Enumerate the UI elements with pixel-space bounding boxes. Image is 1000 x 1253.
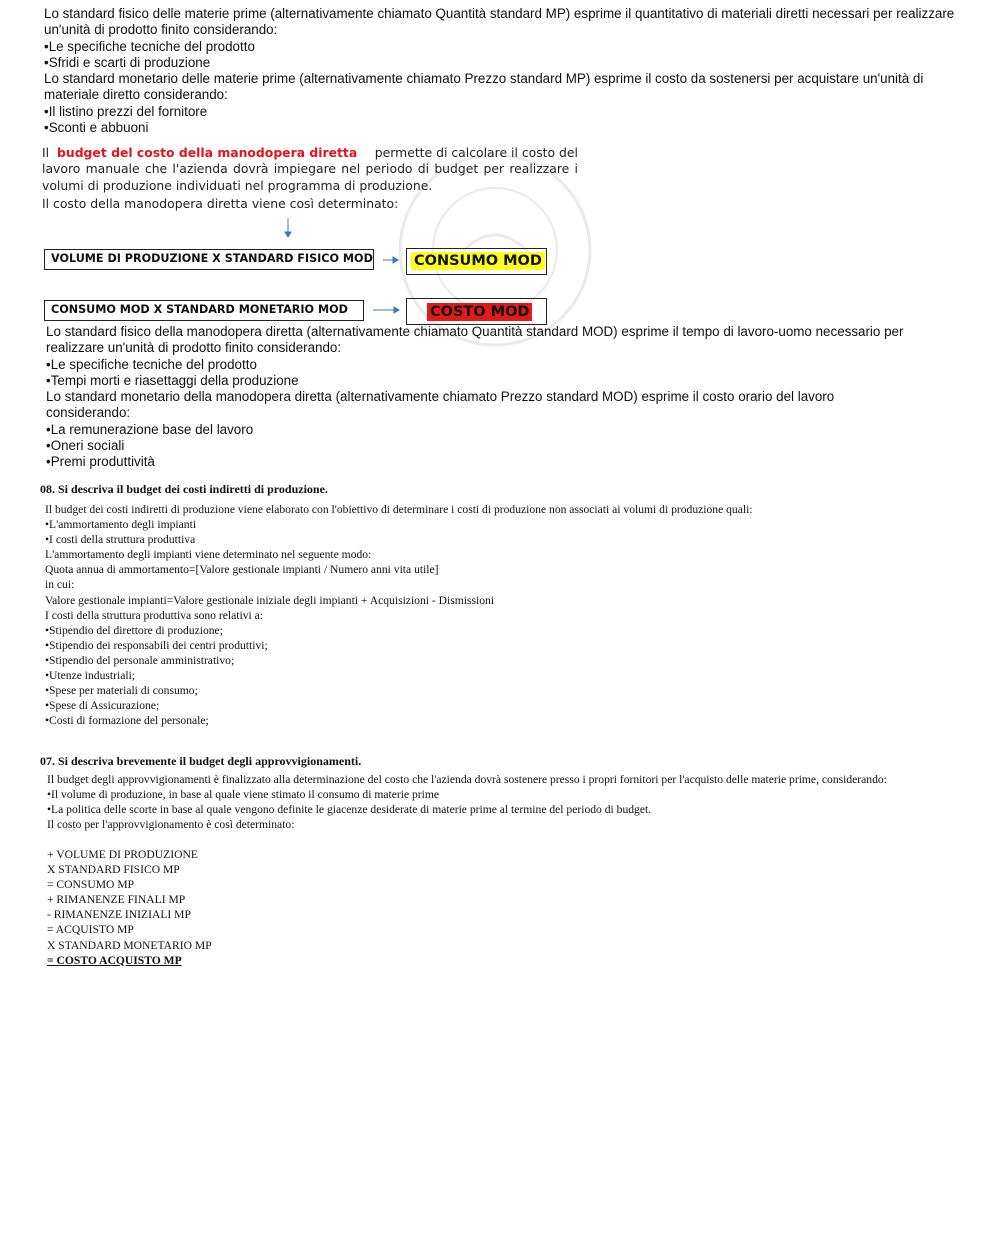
q07-calculation	[47, 847, 212, 968]
text-line: considerando:	[46, 405, 131, 421]
text-line: Lo standard fisico della manodopera diretta (alternativamente chiamato Quantità standard MOD) esprime il tempo di lavoro-uomo necessario per	[46, 324, 904, 339]
bullet-item: •Spese per materiali di consumo;	[45, 684, 198, 698]
calc-line: + RIMANENZE FINALI MP	[47, 893, 186, 907]
text-line: materiale diretto considerando:	[44, 87, 228, 103]
text-prefix: Il	[42, 145, 50, 160]
calc-line: + VOLUME DI PRODUZIONE	[47, 848, 198, 861]
bullet-item: •Tempi morti e riasettaggi della produzione	[46, 372, 299, 388]
text-line: un'unità di prodotto finito considerando:	[44, 22, 278, 38]
calc-line: = ACQUISTO MP	[47, 923, 134, 937]
bullet-item: •Spese di Assicurazione;	[45, 699, 160, 713]
flow-box-volume: VOLUME DI PRODUZIONE X STANDARD FISICO MOD	[44, 249, 374, 270]
text-line: volumi di produzione individuati nel programma di produzione.	[42, 177, 433, 193]
bullet-item: •Costi di formazione del personale;	[45, 714, 209, 728]
text-line: lavoro manuale che l'azienda dovrà impiegare nel periodo di budget per realizzare i	[42, 161, 578, 177]
text-line: Il budget dei costi indiretti di produzione viene elaborato con l'obiettivo di determinare i costi di produzione non associati ai volumi di produzione quali:	[45, 503, 753, 516]
calc-line: X STANDARD FISICO MP	[47, 863, 180, 877]
calc-result: = COSTO ACQUISTO MP	[47, 953, 182, 967]
calc-line: = CONSUMO MP	[47, 878, 135, 892]
text-line: in cui:	[45, 578, 75, 592]
text-line: Lo standard monetario della manodopera diretta (alternativamente chiamato Prezzo standard MOD) esprime il costo orario del lavoro	[46, 389, 835, 405]
text-line: Lo standard monetario delle materie prime (alternativamente chiamato Prezzo standard MP) esprime il costo da sostenersi per acquistare un'unità di	[44, 71, 924, 87]
q08-body	[45, 502, 753, 728]
result-box-costo	[406, 298, 547, 325]
bullet-item: •Premi produttività	[46, 454, 155, 470]
calc-line: X STANDARD MONETARIO MP	[47, 938, 212, 952]
bullet-item: •Le specifiche tecniche del prodotto	[46, 356, 257, 372]
text-line: Lo standard fisico delle materie prime (alternativamente chiamato Quantità standard MP) esprime il quantitativo di materiali diretti necessari per realizzare	[44, 6, 955, 21]
question-heading-08: 08. Si descriva il budget dei costi indiretti di produzione.	[40, 482, 328, 496]
question-heading-07: 07. Si descriva brevemente il budget degli approvvigionamenti.	[40, 754, 362, 768]
result-label-costo: COSTO MOD	[427, 303, 532, 321]
mod-standards-block	[46, 324, 903, 471]
right-arrow-head-1	[393, 257, 398, 263]
text-line: realizzare un'unità di prodotto finito considerando:	[46, 340, 342, 356]
result-label-consumo: CONSUMO MOD	[411, 252, 545, 270]
down-arrow-head	[285, 232, 291, 237]
flow-box-consumo: CONSUMO MOD X STANDARD MONETARIO MOD	[44, 300, 364, 321]
bullet-item: •Sfridi e scarti di produzione	[44, 54, 211, 70]
bullet-item: •I costi della struttura produttiva	[45, 533, 196, 547]
bullet-item: •Il listino prezzi del fornitore	[44, 103, 208, 119]
bullet-item: •Stipendio del personale amministrativo;	[45, 653, 235, 667]
highlight-term: budget del costo della manodopera diretta	[57, 145, 358, 160]
q07-body	[47, 772, 887, 832]
bullet-item: •Sconti e abbuoni	[44, 120, 149, 136]
bullet-item: •La politica delle scorte in base al quale vengono definite le giacenze desiderate di materie prime al termine del periodo di budget.	[47, 803, 652, 817]
formula-line: Quota annua di ammortamento=[Valore gestionale impianti / Numero anni vita utile]	[45, 563, 439, 577]
bullet-item: •Le specifiche tecniche del prodotto	[44, 38, 255, 54]
bullet-item: •Stipendio del direttore di produzione;	[45, 623, 223, 637]
bullet-item: •Oneri sociali	[46, 438, 125, 454]
text-suffix: permette di calcolare il costo del	[374, 145, 578, 160]
text-line: Il costo per l'approvvigionamento è così determinato:	[47, 818, 295, 832]
bullet-item: •Il volume di produzione, in base al quale viene stimato il consumo di materie prime	[47, 788, 440, 802]
formula-line: Valore gestionale impianti=Valore gestionale iniziale degli impianti + Acquisizioni - Dismissioni	[45, 593, 495, 607]
text-line: Il costo della manodopera diretta viene così determinato:	[42, 196, 399, 212]
bullet-item: •Stipendio dei responsabili dei centri produttivi;	[45, 638, 268, 652]
right-arrow-head-2	[394, 307, 399, 313]
bullet-item: •Utenze industriali;	[45, 669, 136, 683]
text-line: Il budget degli approvvigionamenti è finalizzato alla determinazione del costo che l'azienda dovrà sostenere presso i propri fornitori per l'acquisto delle materie prime, considerando:	[47, 773, 887, 786]
result-box-consumo	[406, 248, 547, 275]
text-line: I costi della struttura produttiva sono relativi a:	[45, 608, 263, 622]
calc-line: - RIMANENZE INIZIALI MP	[47, 908, 191, 922]
bullet-item: •La remunerazione base del lavoro	[46, 421, 254, 437]
bullet-item: •L'ammortamento degli impianti	[45, 518, 197, 532]
text-line: L'ammortamento degli impianti viene determinato nel seguente modo:	[45, 548, 372, 562]
flow-arrows	[0, 0, 1000, 340]
